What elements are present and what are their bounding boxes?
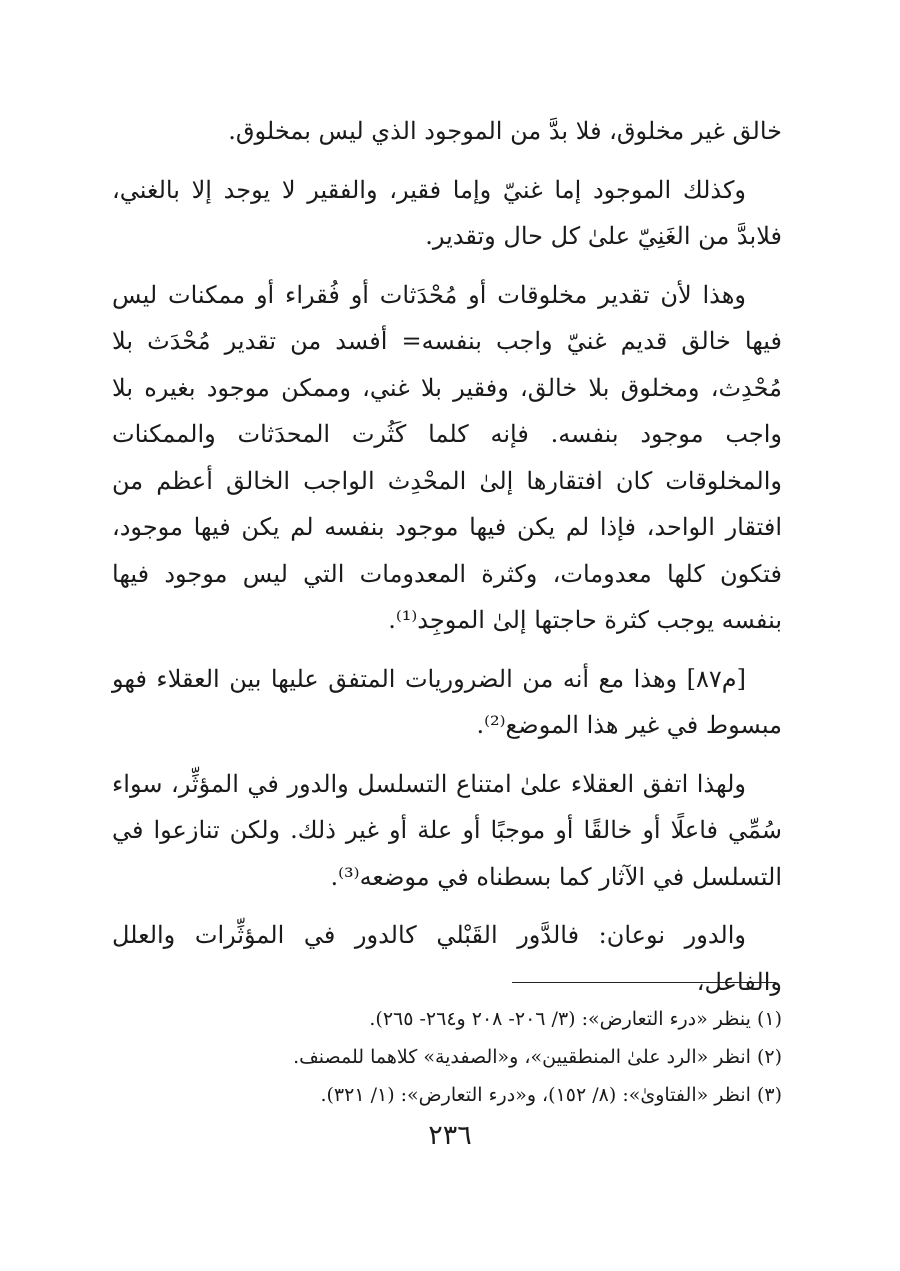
paragraph: ولهذا اتفق العقلاء علىٰ امتناع التسلسل والدور في المؤثِّر، سواء سُمِّي فاعلًا أو خالقًا أو موجبًا أو علة أو غير ذلك. ولكن تنازعوا في التسلسل في الآثار كما بسطناه في موضعه⁽³⁾. xyxy=(112,769,782,891)
footnotes xyxy=(112,1000,782,1114)
footnote-3: (٣) انظر «الفتاوىٰ»: (٨/ ١٥٢)، و«درء التعارض»: (١/ ٣٢١). xyxy=(320,1084,782,1106)
page-number: ٢٣٦ xyxy=(428,1120,472,1151)
paragraph: [م٨٧] وهذا مع أنه من الضروريات المتفق عليها بين العقلاء فهو مبسوط في غير هذا الموضع⁽²⁾. xyxy=(112,664,782,739)
paragraph-continuation: خالق غير مخلوق، فلا بدَّ من الموجود الذي ليس بمخلوق. xyxy=(228,117,782,145)
footnote-1: (١) ينظر «درء التعارض»: (٣/ ٢٠٦- ٢٠٨ و٢٦٤- ٢٦٥). xyxy=(369,1008,782,1030)
main-text xyxy=(112,108,782,1005)
footnote-2: (٢) انظر «الرد علىٰ المنطقيين»، و«الصفدية» كلاهما للمصنف. xyxy=(293,1046,782,1068)
footnote-divider xyxy=(512,982,776,983)
paragraph: وكذلك الموجود إما غنيّ وإما فقير، والفقير لا يوجد إلا بالغني، فلابدَّ من الغَنِيّ علىٰ كل حال وتقدير. xyxy=(112,175,782,250)
paragraph: والدور نوعان: فالدَّور القَبْلي كالدور في المؤثِّرات والعلل والفاعل، xyxy=(112,921,782,996)
paragraph: وهذا لأن تقدير مخلوقات أو مُحْدَثات أو فُقراء أو ممكنات ليس فيها خالق قديم غنيّ واجب بنفسه= أفسد من تقدير مُحْدَث بلا مُحْدِث، ومخلوق بلا خالق، وفقير بلا غني، وممكن موجود بغيره بلا واجب موجود بنفسه. فإنه كلما كَثُرت المحدَثات والممكنات والمخلوقات كان افتقارها إلىٰ المحْدِث الواجب الخالق أعظم من افتقار الواحد، فإذا لم يكن فيها موجود بنفسه لم يكن فيها موجود، فتكون كلها معدومات، وكثرة المعدومات التي ليس موجود فيها بنفسه يوجب كثرة حاجتها إلىٰ الموجِد⁽¹⁾. xyxy=(112,280,782,634)
